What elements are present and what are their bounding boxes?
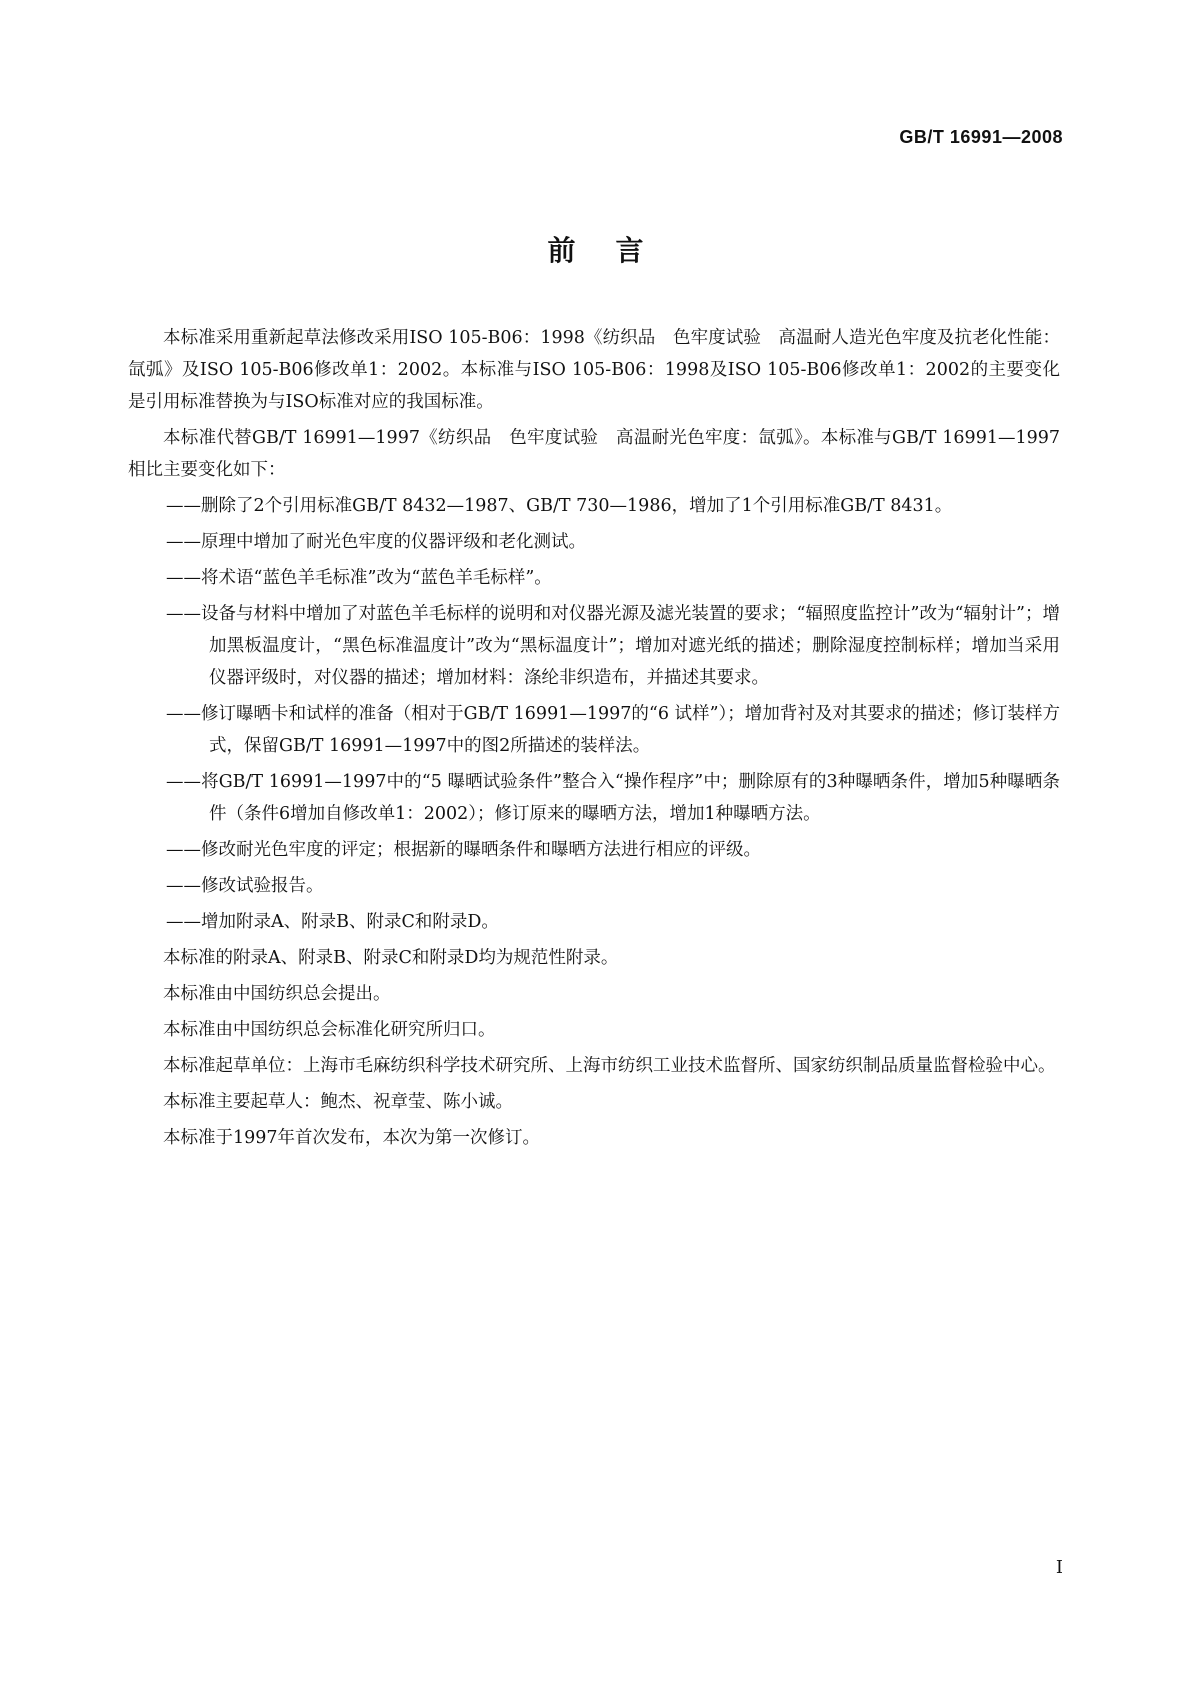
paragraph-history: 本标准于1997年首次发布，本次为第一次修订。	[163, 1128, 541, 1148]
change-item: ——修改耐光色牢度的评定；根据新的曝晒条件和曝晒方法进行相应的评级。	[166, 840, 761, 860]
paragraph-adoption: 本标准采用重新起草法修改采用ISO 105-B06：1998《纺织品 色牢度试验 高温耐人造光色牢度及抗老化性能：氙弧》及ISO 105-B06修改单1：2002。本标准与ISO 105-B06：1998及ISO 105-B06修改单1：2002的主要变化是引用标准替换为与ISO标准对应的我国标准。	[128, 328, 1060, 412]
paragraph-administrator: 本标准由中国纺织总会标准化研究所归口。	[163, 1020, 496, 1040]
paragraph-drafters: 本标准主要起草人：鲍杰、祝章莹、陈小诚。	[163, 1092, 513, 1112]
page-number: I	[1055, 1557, 1063, 1578]
paragraph-appendices: 本标准的附录A、附录B、附录C和附录D均为规范性附录。	[163, 948, 619, 968]
change-item: ——增加附录A、附录B、附录C和附录D。	[166, 912, 499, 932]
change-item: ——删除了2个引用标准GB/T 8432—1987、GB/T 730—1986，增加了1个引用标准GB/T 8431。	[166, 496, 953, 516]
page-title: 前言	[547, 234, 684, 267]
change-item: ——修订曝晒卡和试样的准备（相对于GB/T 16991—1997的“6 试样”）；增加背衬及对其要求的描述；修订装样方式，保留GB/T 16991—1997中的图2所描述的装样法。	[166, 704, 1060, 756]
change-item: ——原理中增加了耐光色牢度的仪器评级和老化测试。	[166, 532, 586, 552]
foreword-body	[128, 322, 1060, 1158]
paragraph-replacement: 本标准代替GB/T 16991—1997《纺织品 色牢度试验 高温耐光色牢度：氙弧》。本标准与GB/T 16991—1997相比主要变化如下：	[128, 428, 1060, 480]
paragraph-drafting-units: 本标准起草单位：上海市毛麻纺织科学技术研究所、上海市纺织工业技术监督所、国家纺织制品质量监督检验中心。	[163, 1056, 1056, 1076]
change-item: ——修改试验报告。	[166, 876, 324, 896]
paragraph-proposer: 本标准由中国纺织总会提出。	[163, 984, 391, 1004]
change-item: ——将术语“蓝色羊毛标准”改为“蓝色羊毛标样”。	[166, 568, 552, 588]
standard-number: GB/T 16991—2008	[899, 127, 1063, 147]
change-item: ——设备与材料中增加了对蓝色羊毛标样的说明和对仪器光源及滤光装置的要求；“辐照度监控计”改为“辐射计”；增加黑板温度计，“黑色标准温度计”改为“黑标温度计”；增加对遮光纸的描述；删除湿度控制标样；增加当采用仪器评级时，对仪器的描述；增加材料：涤纶非织造布，并描述其要求。	[166, 604, 1060, 688]
change-item: ——将GB/T 16991—1997中的“5 曝晒试验条件”整合入“操作程序”中；删除原有的3种曝晒条件，增加5种曝晒条件（条件6增加自修改单1：2002）；修订原来的曝晒方法，增加1种曝晒方法。	[166, 772, 1060, 824]
